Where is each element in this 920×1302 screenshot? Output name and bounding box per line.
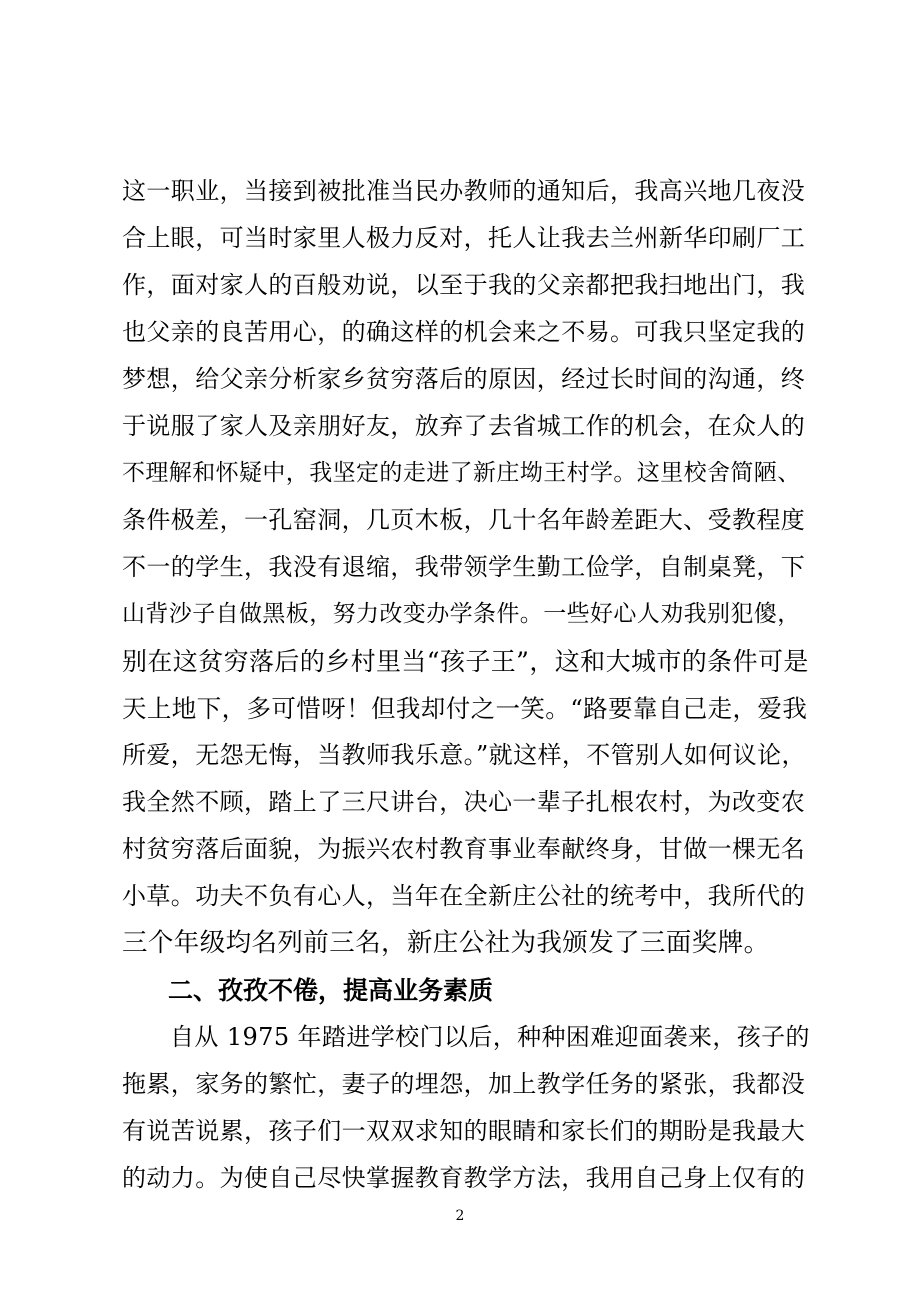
text-line: 自从 1975 年踏进学校门以后，种种困难迎面袭来，孩子的 — [170, 1023, 810, 1051]
text-line: 梦想，给父亲分析家乡贫穷落后的原因，经过长时间的沟通，终 — [122, 365, 806, 393]
text-line: 小草。功夫不负有心人，当年在全新庄公社的统考中，我所代的 — [122, 882, 806, 910]
text-line: 条件极差，一孔窑洞，几页木板，几十名年龄差距大、受教程度 — [122, 506, 806, 534]
text-line: 合上眼，可当时家里人极力反对，托人让我去兰州新华印刷厂工 — [122, 224, 806, 252]
text-line: 别在这贫穷落后的乡村里当“孩子王”，这和大城市的条件可是 — [122, 647, 809, 676]
text-line: 所爱，无怨无悔，当教师我乐意。”就这样，不管别人如何议论， — [122, 741, 806, 769]
text-line: 的动力。为使自己尽快掌握教育教学方法，我用自己身上仅有的 — [122, 1164, 806, 1192]
document-body — [122, 168, 812, 1202]
text-line: 山背沙子自做黑板，努力改变办学条件。一些好心人劝我别犯傻， — [122, 601, 801, 627]
text-line: 也父亲的良苦用心，的确这样的机会来之不易。可我只坚定我的 — [122, 318, 806, 346]
text-line: 作，面对家人的百般劝说，以至于我的父亲都把我扫地出门，我 — [122, 271, 806, 299]
text-line: 不一的学生，我没有退缩，我带领学生勤工俭学，自制桌凳，下 — [122, 553, 806, 581]
text-line: 有说苦说累，孩子们一双双求知的眼睛和家长们的期盼是我最大 — [122, 1117, 806, 1145]
paragraph-1 — [122, 168, 812, 967]
text-line: 这一职业，当接到被批准当民办教师的通知后，我高兴地几夜没 — [122, 177, 806, 205]
page-number: 2 — [455, 1208, 465, 1224]
paragraph-2 — [122, 1014, 812, 1202]
text-line: 不理解和怀疑中，我坚定的走进了新庄坳王村学。这里校舍简陋、 — [122, 460, 801, 486]
text-line: 三个年级均名列前三名，新庄公社为我颁发了三面奖牌。 — [122, 928, 770, 958]
text-line: 天上地下，多可惜呀！但我却付之一笑。“路要靠自己走，爱我 — [122, 694, 808, 723]
text-line: 拖累，家务的繁忙，妻子的埋怨，加上教学任务的紧张，我都没 — [122, 1070, 806, 1098]
text-line: 我全然不顾，踏上了三尺讲台，决心一辈子扎根农村，为改变农 — [122, 788, 806, 816]
text-line: 于说服了家人及亲朋好友，放弃了去省城工作的机会，在众人的 — [122, 412, 806, 440]
text-line: 村贫穷落后面貌，为振兴农村教育事业奉献终身，甘做一棵无名 — [122, 835, 806, 863]
section-heading: 二、孜孜不倦，提高业务素质 — [168, 976, 494, 1005]
